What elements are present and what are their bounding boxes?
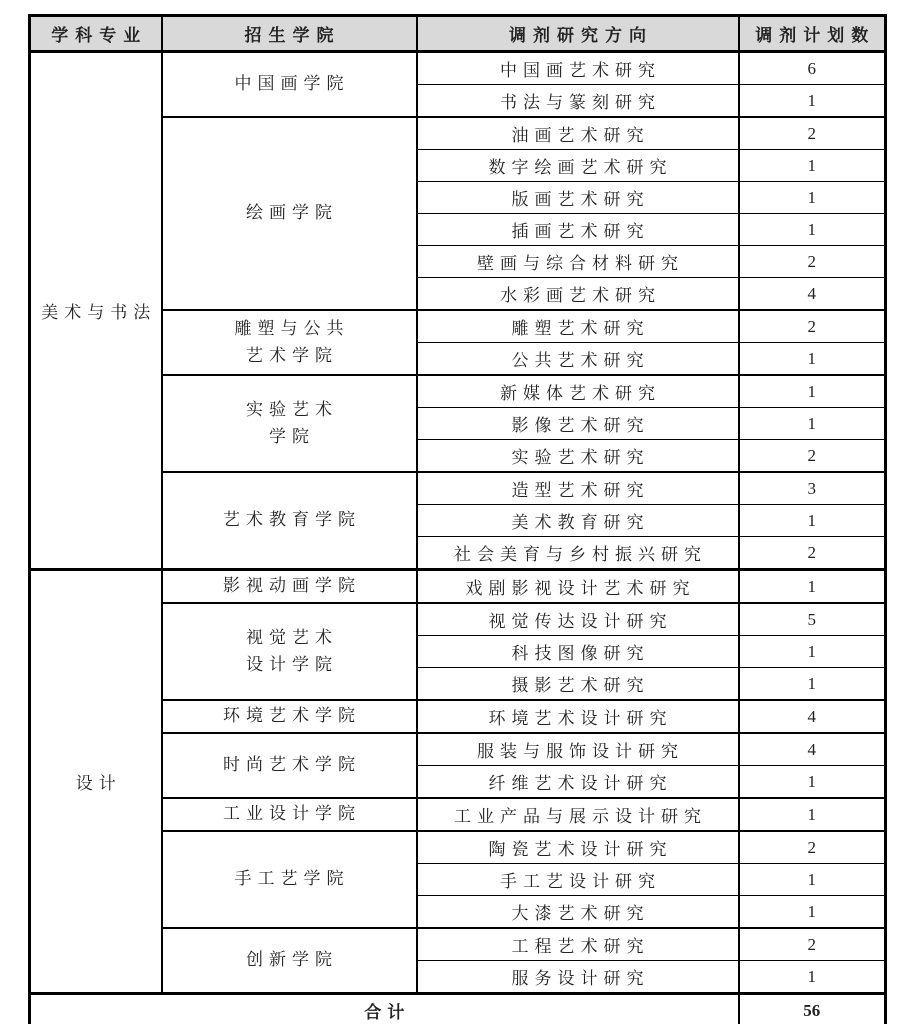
count-cell: 1	[739, 961, 886, 994]
count-cell: 1	[739, 896, 886, 929]
direction-cell: 公共艺术研究	[417, 343, 739, 376]
college-cell: 创新学院	[162, 928, 417, 994]
direction-cell: 影像艺术研究	[417, 408, 739, 440]
direction-cell: 造型艺术研究	[417, 472, 739, 505]
direction-cell: 科技图像研究	[417, 636, 739, 668]
count-cell: 1	[739, 570, 886, 604]
direction-cell: 数字绘画艺术研究	[417, 150, 739, 182]
count-cell: 1	[739, 636, 886, 668]
direction-cell: 实验艺术研究	[417, 440, 739, 473]
discipline-cell: 设计	[30, 570, 162, 994]
count-cell: 1	[739, 798, 886, 831]
college-cell: 手工艺学院	[162, 831, 417, 928]
direction-cell: 戏剧影视设计艺术研究	[417, 570, 739, 604]
direction-cell: 纤维艺术设计研究	[417, 766, 739, 799]
direction-cell: 美术教育研究	[417, 505, 739, 537]
direction-cell: 插画艺术研究	[417, 214, 739, 246]
direction-cell: 水彩画艺术研究	[417, 278, 739, 311]
college-cell: 工业设计学院	[162, 798, 417, 831]
count-cell: 2	[739, 928, 886, 961]
college-cell: 绘画学院	[162, 117, 417, 310]
direction-cell: 陶瓷艺术设计研究	[417, 831, 739, 864]
total-row	[30, 994, 886, 1024]
college-cell: 视觉艺术 设计学院	[162, 603, 417, 700]
direction-cell: 工业产品与展示设计研究	[417, 798, 739, 831]
direction-cell: 大漆艺术研究	[417, 896, 739, 929]
direction-cell: 视觉传达设计研究	[417, 603, 739, 636]
count-cell: 1	[739, 150, 886, 182]
direction-cell: 版画艺术研究	[417, 182, 739, 214]
direction-cell: 新媒体艺术研究	[417, 375, 739, 408]
count-cell: 2	[739, 246, 886, 278]
count-cell: 1	[739, 85, 886, 118]
count-cell: 1	[739, 668, 886, 701]
college-cell: 艺术教育学院	[162, 472, 417, 570]
header-row	[30, 16, 886, 52]
discipline-cell: 美术与书法	[30, 52, 162, 570]
college-cell: 中国画学院	[162, 52, 417, 118]
college-cell: 雕塑与公共 艺术学院	[162, 310, 417, 375]
count-cell: 1	[739, 864, 886, 896]
header-college: 招生学院	[162, 16, 417, 52]
count-cell: 2	[739, 537, 886, 570]
count-cell: 1	[739, 505, 886, 537]
direction-cell: 摄影艺术研究	[417, 668, 739, 701]
count-cell: 1	[739, 408, 886, 440]
table-row	[30, 570, 886, 604]
count-cell: 1	[739, 766, 886, 799]
college-cell: 时尚艺术学院	[162, 733, 417, 798]
direction-cell: 工程艺术研究	[417, 928, 739, 961]
college-cell: 实验艺术 学院	[162, 375, 417, 472]
count-cell: 5	[739, 603, 886, 636]
direction-cell: 服务设计研究	[417, 961, 739, 994]
count-cell: 1	[739, 214, 886, 246]
adjustment-plan-table	[28, 14, 887, 1024]
direction-cell: 油画艺术研究	[417, 117, 739, 150]
total-label-cell: 合计	[30, 994, 739, 1024]
count-cell: 2	[739, 831, 886, 864]
college-cell: 环境艺术学院	[162, 700, 417, 733]
header-plan-count: 调剂计划数	[739, 16, 886, 52]
college-cell: 影视动画学院	[162, 570, 417, 604]
count-cell: 2	[739, 310, 886, 343]
direction-cell: 社会美育与乡村振兴研究	[417, 537, 739, 570]
count-cell: 4	[739, 733, 886, 766]
direction-cell: 书法与篆刻研究	[417, 85, 739, 118]
header-direction: 调剂研究方向	[417, 16, 739, 52]
header-discipline: 学科专业	[30, 16, 162, 52]
direction-cell: 雕塑艺术研究	[417, 310, 739, 343]
table-row	[30, 52, 886, 85]
count-cell: 4	[739, 278, 886, 311]
count-cell: 2	[739, 440, 886, 473]
count-cell: 4	[739, 700, 886, 733]
count-cell: 3	[739, 472, 886, 505]
count-cell: 1	[739, 182, 886, 214]
count-cell: 6	[739, 52, 886, 85]
direction-cell: 手工艺设计研究	[417, 864, 739, 896]
direction-cell: 服装与服饰设计研究	[417, 733, 739, 766]
direction-cell: 中国画艺术研究	[417, 52, 739, 85]
count-cell: 1	[739, 375, 886, 408]
count-cell: 2	[739, 117, 886, 150]
count-cell: 1	[739, 343, 886, 376]
direction-cell: 壁画与综合材料研究	[417, 246, 739, 278]
direction-cell: 环境艺术设计研究	[417, 700, 739, 733]
total-value-cell: 56	[739, 994, 886, 1024]
